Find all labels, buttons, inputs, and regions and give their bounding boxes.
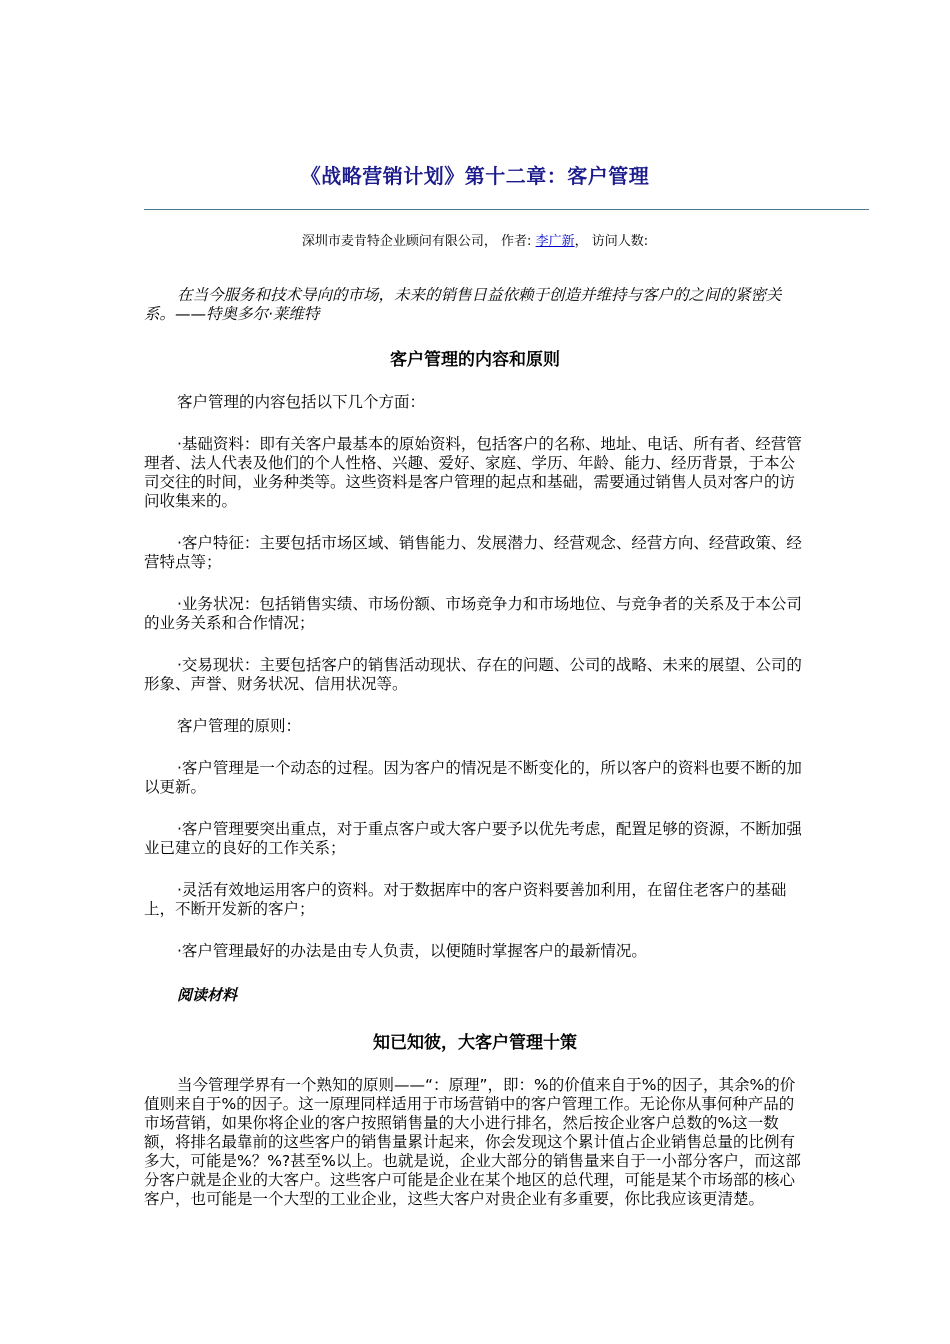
content-item-customer-features: ·客户特征：主要包括市场区域、销售能力、发展潜力、经营观念、经营方向、经营政策、经营特点等； [144,534,802,571]
content-item-business-status: ·业务状况：包括销售实绩、市场份额、市场竞争力和市场地位、与竞争者的关系及于本公司的业务关系和合作情况； [144,595,802,632]
article-body [144,286,806,1209]
section-heading-key-accounts: 知已知彼，大客户管理十策 [373,1033,577,1053]
principles-intro: 客户管理的原则： [177,717,302,735]
byline-company: 深圳市麦肯特企业顾问有限公司， 作者: [301,234,536,249]
byline-visits: ， 访问人数: [574,234,649,249]
byline [144,230,806,249]
principle-item-flexible-use: ·灵活有效地运用客户的资料。对于数据库中的客户资料要善加利用，在留住老客户的基础上，不断开发新的客户； [144,881,787,918]
title-divider [144,209,869,210]
principle-item-dynamic: ·客户管理是一个动态的过程。因为客户的情况是不断变化的，所以客户的资料也要不断的加以更新。 [144,759,802,796]
key-accounts-paragraph: 当今管理学界有一个熟知的原则——“：原理”，即：%的价值来自于%的因子，其余%的价值则来自于%的因子。这一原理同样适用于市场营销中的客户管理工作。无论你从事何种产品的市场营销，如果你将企业的客户按照销售量的大小进行排名，然后按企业客户总数的%这一数额，将排名最靠前的这些客户的销售量累计起来，你会发现这个累计值占企业销售总量的比例有多大，可能是%？%?甚至%以上。也就是说，企业大部分的销售量来自于一小部分客户，而这部分客户就是企业的大客户。这些客户可能是企业在某个地区的总代理，可能是某个市场部的核心客户，也可能是一个大型的工业企业，这些大客户对贵企业有多重要，你比我应该更清楚。 [144,1076,801,1208]
section-heading-content-principles: 客户管理的内容和原则 [390,350,560,370]
epigraph-quote: 在当今服务和技术导向的市场，未来的销售日益依赖于创造并维持与客户的之间的紧密关系。——特奥多尔·莱维特 [144,286,782,323]
content-intro: 客户管理的内容包括以下几个方面： [177,393,426,411]
content-item-trade-status: ·交易现状：主要包括客户的销售活动现状、存在的问题、公司的战略、未来的展望、公司的形象、声誉、财务状况、信用状况等。 [144,656,802,693]
principle-item-focus: ·客户管理要突出重点，对于重点客户或大客户要予以优先考虑，配置足够的资源，不断加强业已建立的良好的工作关系； [144,820,802,857]
author-link[interactable]: 李广新 [535,234,575,249]
reading-material-label: 阅读材料 [177,986,238,1004]
principle-item-dedicated-person: ·客户管理最好的办法是由专人负责，以便随时掌握客户的最新情况。 [177,942,647,960]
content-item-basic-info: ·基础资料：即有关客户最基本的原始资料，包括客户的名称、地址、电话、所有者、经营管理者、法人代表及他们的个人性格、兴趣、爱好、家庭、学历、年龄、能力、经历背景，于本公司交往的时间，业务种类等。这些资料是客户管理的起点和基础，需要通过销售人员对客户的访问收集来的。 [144,435,802,510]
page-title: 《战略营销计划》第十二章：客户管理 [300,164,650,188]
